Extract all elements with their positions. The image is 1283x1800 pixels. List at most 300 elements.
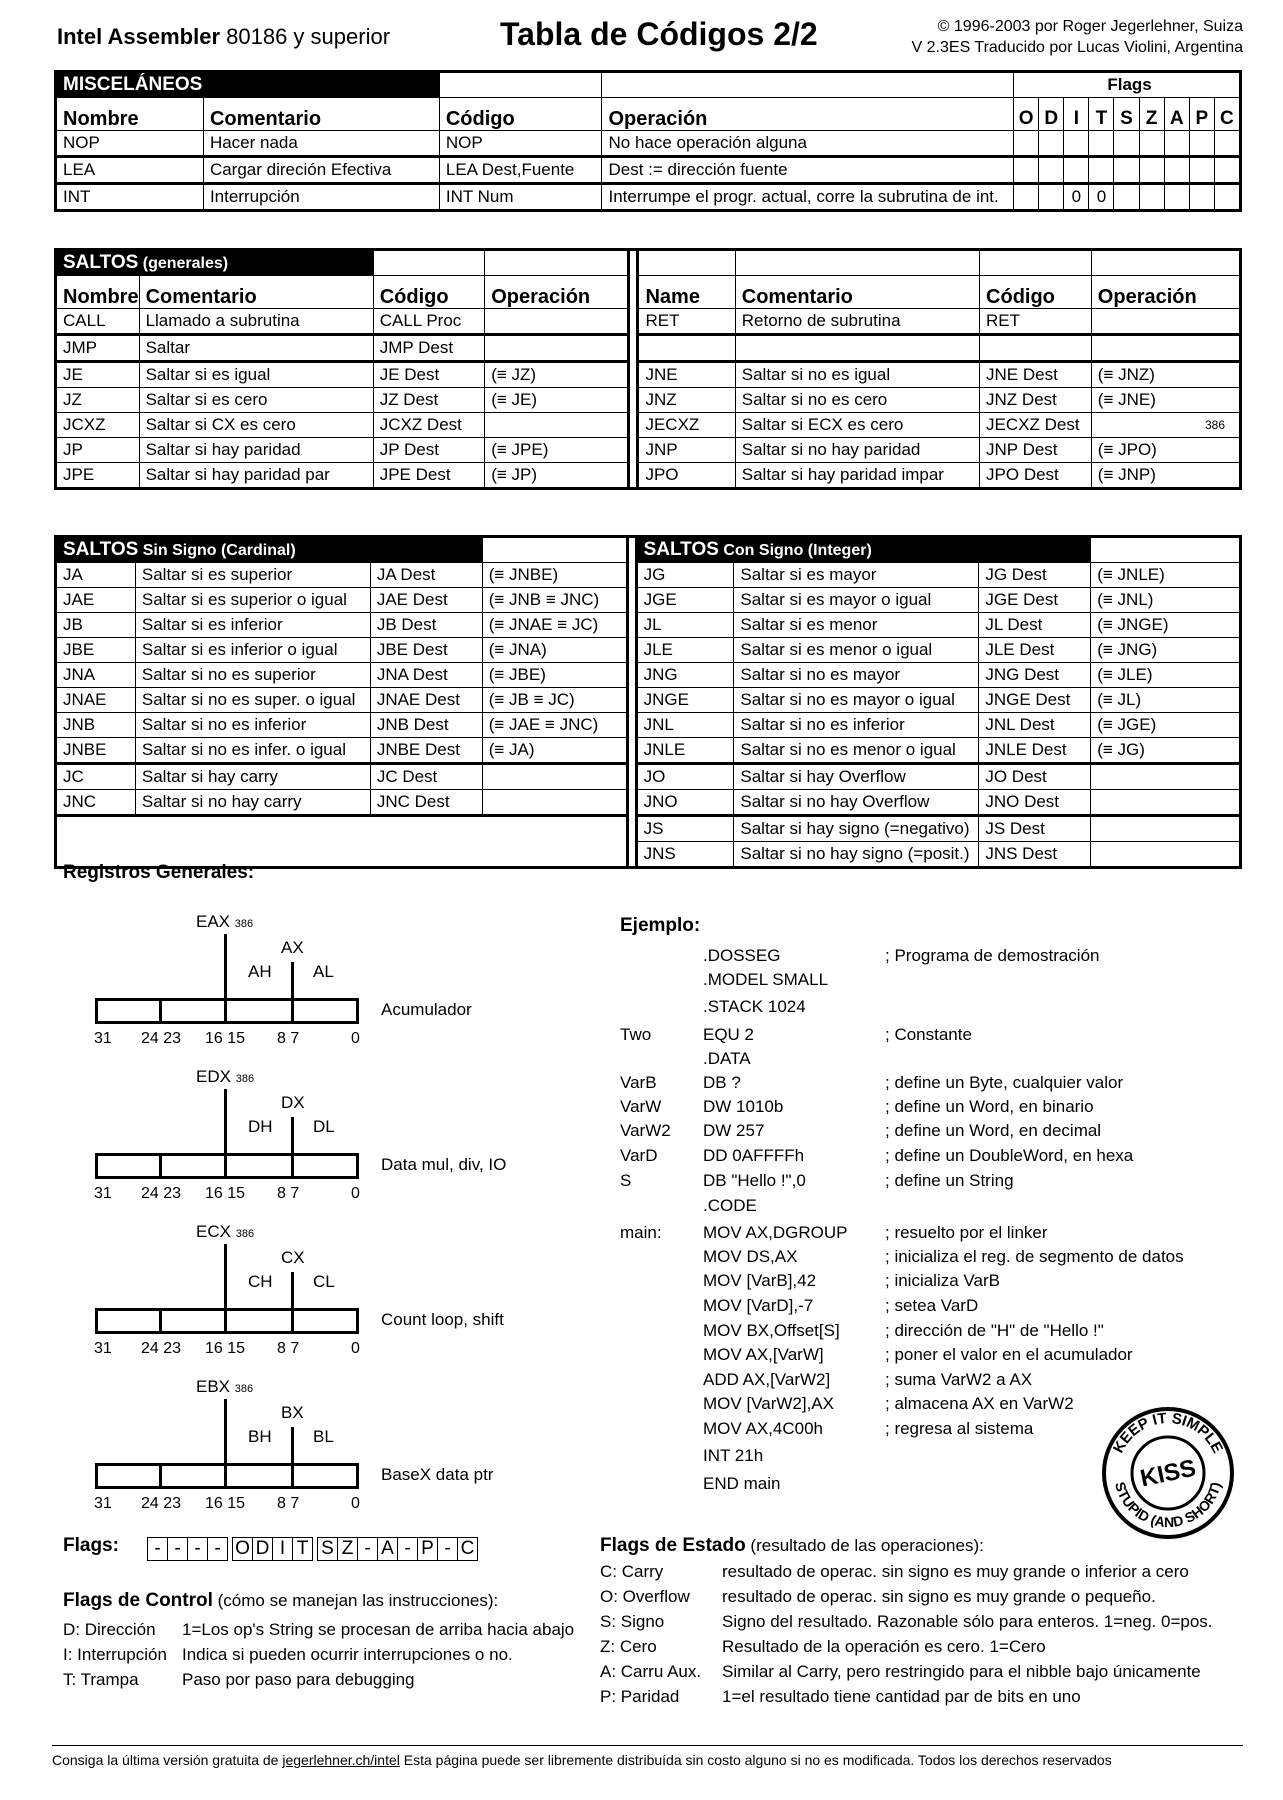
table-cell: (≡ JGE) [1091,713,1241,738]
example-code: MOV AX,DGROUP [703,1223,848,1242]
table-row [56,309,1241,335]
example-label: VarB [620,1073,657,1092]
flag-bit: - [187,1537,208,1561]
registers-title: Registros Generales: [63,862,255,883]
table-cell [638,250,735,276]
table-cell: (≡ JNB ≡ JNC) [482,588,627,613]
table-cell [485,250,629,276]
table-cell [1091,335,1240,362]
table-cell [482,790,627,816]
table-cell: JECXZ [638,413,735,438]
example-code: .MODEL SMALL [703,970,829,989]
table-cell: JPE [56,463,140,489]
flag-cell [1089,157,1114,184]
table-cell: NOP [56,131,204,157]
control-flag-k: D: Dirección [63,1620,156,1639]
table-cell: (≡ JG) [1091,738,1241,764]
table-row [56,335,1241,362]
table-cell: JECXZ Dest [980,413,1092,438]
column-header: Comentario [139,276,373,309]
flag-header: S [1114,98,1139,131]
table-cell: (≡ JNL) [1091,588,1241,613]
flag-cell [1114,157,1139,184]
example-code: MOV [VarD],-7 [703,1296,814,1315]
table-cell: Saltar si es superior o igual [135,588,370,613]
table-row [56,663,1241,688]
table-cell: Hacer nada [203,131,439,157]
caption-row [56,250,1241,276]
control-flag-v: Indica si pueden ocurrir interrupciones o no. [182,1645,513,1664]
table-cell: INT [56,184,204,211]
kiss-top-text: KEEP IT SIMPLE [1109,1409,1227,1456]
table-cell: (≡ JPE) [485,438,629,463]
footer: Consiga la última versión gratuita de jegerlehner.ch/intel Esta página puede ser libremente distribuída sin costo alguno si no es modificada. Todos los derechos reservados [52,1745,1243,1768]
column-header: Comentario [203,98,439,131]
flag-cell [1189,184,1214,211]
flag-cell [1189,131,1214,157]
table-cell: JL Dest [979,613,1091,638]
flag-cell [1064,157,1089,184]
table-cell [735,335,979,362]
status-flag-k: P: Paridad [600,1687,680,1706]
table-cell: JCXZ [56,413,140,438]
table-row [56,688,1241,713]
table-cell: JNC [56,790,136,816]
table-cell: CALL [56,309,140,335]
table-cell: Saltar si es menor o igual [734,638,979,663]
table-cell: JZ Dest [373,388,485,413]
table-row [56,713,1241,738]
table-cell [482,764,627,790]
status-flag-k: C: Carry [600,1562,664,1581]
table-cell: Dest := dirección fuente [602,157,1014,184]
example-code: END main [703,1474,781,1493]
table-cell: Saltar si hay paridad impar [735,463,979,489]
table-cell: JNG [636,663,734,688]
example-code: MOV BX,Offset[S] [703,1321,840,1340]
flag-bit: D [252,1537,273,1561]
table-cell: Retorno de subrutina [735,309,979,335]
empty-cell [482,842,627,868]
column-header: Operación [602,98,1014,131]
table-cell: JAE [56,588,136,613]
table-cell: JNP Dest [980,438,1092,463]
empty-cell [370,816,482,842]
table-cell: (≡ JNP) [1091,463,1240,489]
table-cell: (≡ JNG) [1091,638,1241,663]
table-cell [1091,537,1241,563]
table-row [56,131,1241,157]
table-cell: Saltar si no es superior [135,663,370,688]
example-comment: ; define un String [885,1171,1014,1190]
table-cell: (≡ JNZ) [1091,362,1240,388]
table-cell: Interrupción [203,184,439,211]
example-comment: ; define un DoubleWord, en hexa [885,1146,1134,1165]
table-cell: JC Dest [370,764,482,790]
example-code: .STACK 1024 [703,997,806,1016]
table-cell: Saltar si no es menor o igual [734,738,979,764]
flag-header: C [1214,98,1240,131]
table-cell: JNS Dest [979,842,1091,868]
table-row [56,388,1241,413]
table-cell: Saltar si es cero [139,388,373,413]
example-label: S [620,1171,632,1190]
table-cell: JBE [56,638,136,663]
table-cell: JNAE [56,688,136,713]
flag-bit: - [167,1537,188,1561]
table-row [56,790,1241,816]
example-label: VarD [620,1146,658,1165]
flag-header: A [1164,98,1189,131]
flag-cell [1214,184,1240,211]
table-cell: JL [636,613,734,638]
example-label: Two [620,1025,652,1044]
status-flag-v: 1=el resultado tiene cantidad par de bits en uno [722,1687,1081,1706]
table-cell: JPE Dest [373,463,485,489]
table-cell: (≡ JBE) [482,663,627,688]
spacer [627,537,636,868]
table-cell: JNZ Dest [980,388,1092,413]
column-header: Operación [1091,276,1240,309]
table-cell: (≡ JNAE ≡ JC) [482,613,627,638]
table-cell: Llamado a subrutina [139,309,373,335]
flag-cell [1114,131,1139,157]
table-cell [735,250,979,276]
table-cell: (≡ JA) [482,738,627,764]
example-comment: ; define un Word, en binario [885,1097,1094,1116]
status-flag-k: A: Carru Aux. [600,1662,702,1681]
kiss-stamp-icon [1100,1405,1236,1541]
table-cell [373,250,485,276]
table-cell: (≡ JZ) [485,362,629,388]
table-cell [1091,250,1240,276]
table-cell: JGE [636,588,734,613]
table-cell [485,335,629,362]
table-cell: JNBE [56,738,136,764]
example-code: INT 21h [703,1446,764,1465]
table-cell: Saltar si no es cero [735,388,979,413]
table-cell: JZ [56,388,140,413]
table-cell: Saltar si es mayor [734,563,979,588]
table-cell: JE Dest [373,362,485,388]
table-cell [980,335,1092,362]
example-code: DW 257 [703,1121,765,1140]
example-code: .DATA [703,1049,751,1068]
status-flag-v: Similar al Carry, pero restringido para el nibble bajo únicamente [722,1662,1201,1681]
flag-bit: - [357,1537,378,1561]
table-cell: (≡ JLE) [1091,663,1241,688]
table-cell: Saltar si es igual [139,362,373,388]
table-cell: (≡ JNE) [1091,388,1240,413]
jumps-caption: SALTOS (generales) [56,250,374,276]
example-comment: ; define un Word, en decimal [885,1121,1102,1140]
table-cell: JNB [56,713,136,738]
flag-cell [1039,131,1064,157]
flag-header: T [1089,98,1114,131]
table-cell: Saltar si es inferior o igual [135,638,370,663]
column-header: Código [980,276,1092,309]
table-cell: JNGE [636,688,734,713]
example-comment: ; setea VarD [885,1296,979,1315]
example-comment: ; regresa al sistema [885,1419,1034,1438]
example-code: EQU 2 [703,1025,755,1044]
column-header: Nombre [56,98,204,131]
table-cell: 386 [1091,413,1240,438]
table-cell: (≡ JNLE) [1091,563,1241,588]
table-cell: JNO Dest [979,790,1091,816]
table-cell: Saltar si hay Overflow [734,764,979,790]
empty-cell [482,816,627,842]
table-cell: JB Dest [370,613,482,638]
table-row [56,413,1241,438]
table-cell: JNL Dest [979,713,1091,738]
kiss-bottom-text: STUPID (AND SHORT) [1111,1480,1224,1531]
signed-caption: SALTOS Con Signo (Integer) [636,537,1091,563]
flag-bit: - [207,1537,228,1561]
flag-cell [1089,131,1114,157]
control-flag-v: 1=Los op's String se procesan de arriba hacia abajo [182,1620,575,1639]
flag-bit: S [317,1537,338,1561]
table-cell: JO Dest [979,764,1091,790]
status-flag-k: Z: Cero [600,1637,657,1656]
status-flag-v: resultado de operac. sin signo es muy grande o inferior a cero [722,1562,1189,1581]
example-code: .DOSSEG [703,946,781,965]
flag-cell [1164,184,1189,211]
table-cell: JNE [638,362,735,388]
flag-cell [1139,157,1164,184]
empty-cell [370,842,482,868]
example-comment: ; inicializa VarB [885,1271,1000,1290]
table-cell: Saltar si ECX es cero [735,413,979,438]
table-cell: (≡ JL) [1091,688,1241,713]
register-eax: EAX 386 AX AH AL 31 24 23 16 15 8 7 0 Acumulador [94,912,472,1047]
copyright: © 1996-2003 por Roger Jegerlehner, Suiza V 2.3ES Traducido por Lucas Violini, Argentina [911,18,1243,56]
table-cell: Saltar si no hay Overflow [734,790,979,816]
flag-cell [1114,184,1139,211]
table-cell: JNA [56,663,136,688]
column-header: Comentario [735,276,979,309]
table-cell: JG [636,563,734,588]
flag-bit: - [147,1537,168,1561]
svg-text:KEEP IT SIMPLE [1110,1410,1226,1456]
table-cell: Saltar si no es mayor o igual [734,688,979,713]
table-cell: JA [56,563,136,588]
unsigned-caption: SALTOS Sin Signo (Cardinal) [56,537,483,563]
flag-cell [1189,157,1214,184]
spacer [629,250,638,489]
table-cell: JNLE Dest [979,738,1091,764]
column-header: Name [638,276,735,309]
table-cell: JP [56,438,140,463]
table-row [56,738,1241,764]
table-cell: JB [56,613,136,638]
table-cell: Saltar si no hay carry [135,790,370,816]
flag-bit: O [232,1537,253,1561]
table-row [56,764,1241,790]
table-cell: JS [636,816,734,842]
table-cell [1091,842,1241,868]
table-cell: Saltar si no hay signo (=posit.) [734,842,979,868]
example-code: MOV AX,4C00h [703,1419,824,1438]
flag-cell [1014,157,1039,184]
table-cell: Saltar si es menor [734,613,979,638]
table-cell: JPO Dest [980,463,1092,489]
doc-title: Intel Assembler 80186 y superior [57,24,391,49]
table-cell: JCXZ Dest [373,413,485,438]
table-cell [1091,816,1241,842]
table-cell [485,413,629,438]
column-header: Nombre [56,276,140,309]
example-title: Ejemplo: [620,915,701,936]
flags-label: Flags: [63,1535,119,1556]
conditional-jumps-table [54,535,1242,869]
control-flag-k: T: Trampa [63,1670,139,1689]
example-comment: ; Programa de demostración [885,946,1100,965]
table-cell: JNLE [636,738,734,764]
table-cell: Saltar si es superior [135,563,370,588]
status-flag-v: Resultado de la operación es cero. 1=Cero [722,1637,1046,1656]
example-comment: ; resuelto por el linker [885,1223,1048,1242]
status-flag-v: Signo del resultado. Razonable sólo para enteros. 1=neg. 0=pos. [722,1612,1213,1631]
table-cell: JNL [636,713,734,738]
table-cell: Saltar si no es infer. o igual [135,738,370,764]
status-flag-v: resultado de operac. sin signo es muy grande o pequeño. [722,1587,1156,1606]
example-comment: ; dirección de "H" de "Hello !" [885,1321,1104,1340]
table-cell: Saltar si es inferior [135,613,370,638]
table-cell [638,335,735,362]
table-row [56,157,1241,184]
caption-row [56,537,1241,563]
table-cell: JNE Dest [980,362,1092,388]
flag-cell [1139,184,1164,211]
table-cell: JMP Dest [373,335,485,362]
table-row [56,362,1241,388]
flag-cell [1214,157,1240,184]
table-cell: Saltar si hay paridad [139,438,373,463]
table-cell: JGE Dest [979,588,1091,613]
table-cell: JNBE Dest [370,738,482,764]
table-cell: JNS [636,842,734,868]
flag-cell [1139,131,1164,157]
table-cell: JBE Dest [370,638,482,663]
table-cell: Saltar si hay signo (=negativo) [734,816,979,842]
table-cell: RET [638,309,735,335]
table-cell: Saltar si no hay paridad [735,438,979,463]
table-row [56,563,1241,588]
flag-cell [1214,131,1240,157]
table-cell: JNC Dest [370,790,482,816]
table-row [56,816,1241,842]
table-cell: JNO [636,790,734,816]
table-cell [980,250,1092,276]
register-ecx: ECX 386 CX CH CL 31 24 23 16 15 8 7 0 Count loop, shift [94,1222,504,1357]
table-cell: Saltar si CX es cero [139,413,373,438]
table-cell: JLE [636,638,734,663]
table-cell: JNB Dest [370,713,482,738]
column-header: Operación [485,276,629,309]
table-cell: JNA Dest [370,663,482,688]
table-cell: Saltar si hay carry [135,764,370,790]
table-cell [1091,790,1241,816]
table-cell: JNP [638,438,735,463]
table-cell: Saltar [139,335,373,362]
table-cell: JPO [638,463,735,489]
table-cell: Saltar si no es igual [735,362,979,388]
example-code: MOV [VarB],42 [703,1271,817,1290]
table-cell: No hace operación alguna [602,131,1014,157]
table-cell: JNG Dest [979,663,1091,688]
flag-header: D [1039,98,1064,131]
control-flags-title: Flags de Control (cómo se manejan las instrucciones): [63,1590,499,1611]
footer-link[interactable]: jegerlehner.ch/intel [282,1752,400,1768]
table-cell: JA Dest [370,563,482,588]
table-cell: (≡ JPO) [1091,438,1240,463]
control-flag-v: Paso por paso para debugging [182,1670,415,1689]
flag-bit: P [417,1537,438,1561]
flag-bit: A [377,1537,398,1561]
register-edx: EDX 386 DX DH DL 31 24 23 16 15 8 7 0 Data mul, div, IO [94,1067,507,1202]
example-label: VarW [620,1097,662,1116]
table-cell: (≡ JE) [485,388,629,413]
empty-cell [135,816,370,842]
table-cell: JMP [56,335,140,362]
table-row [56,638,1241,663]
flag-bit: T [292,1537,313,1561]
table-cell: Cargar direción Efectiva [203,157,439,184]
table-cell: Saltar si no es inferior [135,713,370,738]
flag-cell [1164,157,1189,184]
table-cell: INT Num [439,184,602,211]
example-comment: ; define un Byte, cualquier valor [885,1073,1124,1092]
table-cell: JG Dest [979,563,1091,588]
table-cell: (≡ JNGE) [1091,613,1241,638]
table-cell: JE [56,362,140,388]
table-cell: JAE Dest [370,588,482,613]
table-row [56,438,1241,463]
status-flag-k: S: Signo [600,1612,665,1631]
flag-cell [1039,184,1064,211]
table-cell: JS Dest [979,816,1091,842]
table-cell: NOP [439,131,602,157]
header-row [56,276,1241,309]
example-code: ADD AX,[VarW2] [703,1370,831,1389]
column-header: Código [373,276,485,309]
table-cell: JNZ [638,388,735,413]
kiss-center-text: KISS [1137,1454,1199,1493]
table-cell: (≡ JNBE) [482,563,627,588]
page-title: Tabla de Códigos 2/2 [500,16,818,52]
flag-header: I [1064,98,1089,131]
example-comment: ; almacena AX en VarW2 [885,1394,1074,1413]
table-cell: Saltar si es mayor o igual [734,588,979,613]
misc-table [54,70,1242,212]
table-cell: JO [636,764,734,790]
table-row [56,588,1241,613]
flag-bit: I [272,1537,293,1561]
example-code: .CODE [703,1196,757,1215]
status-flags-title: Flags de Estado (resultado de las operaciones): [600,1535,984,1556]
table-row [56,463,1241,489]
table-cell: CALL Proc [373,309,485,335]
flag-bit: - [397,1537,418,1561]
flag-header: Z [1139,98,1164,131]
table-row [56,184,1241,211]
jumps-table [54,248,1242,490]
example-label: VarW2 [620,1121,671,1140]
example-comment: ; suma VarW2 a AX [885,1370,1033,1389]
table-cell: LEA [56,157,204,184]
empty-cell [56,816,136,842]
